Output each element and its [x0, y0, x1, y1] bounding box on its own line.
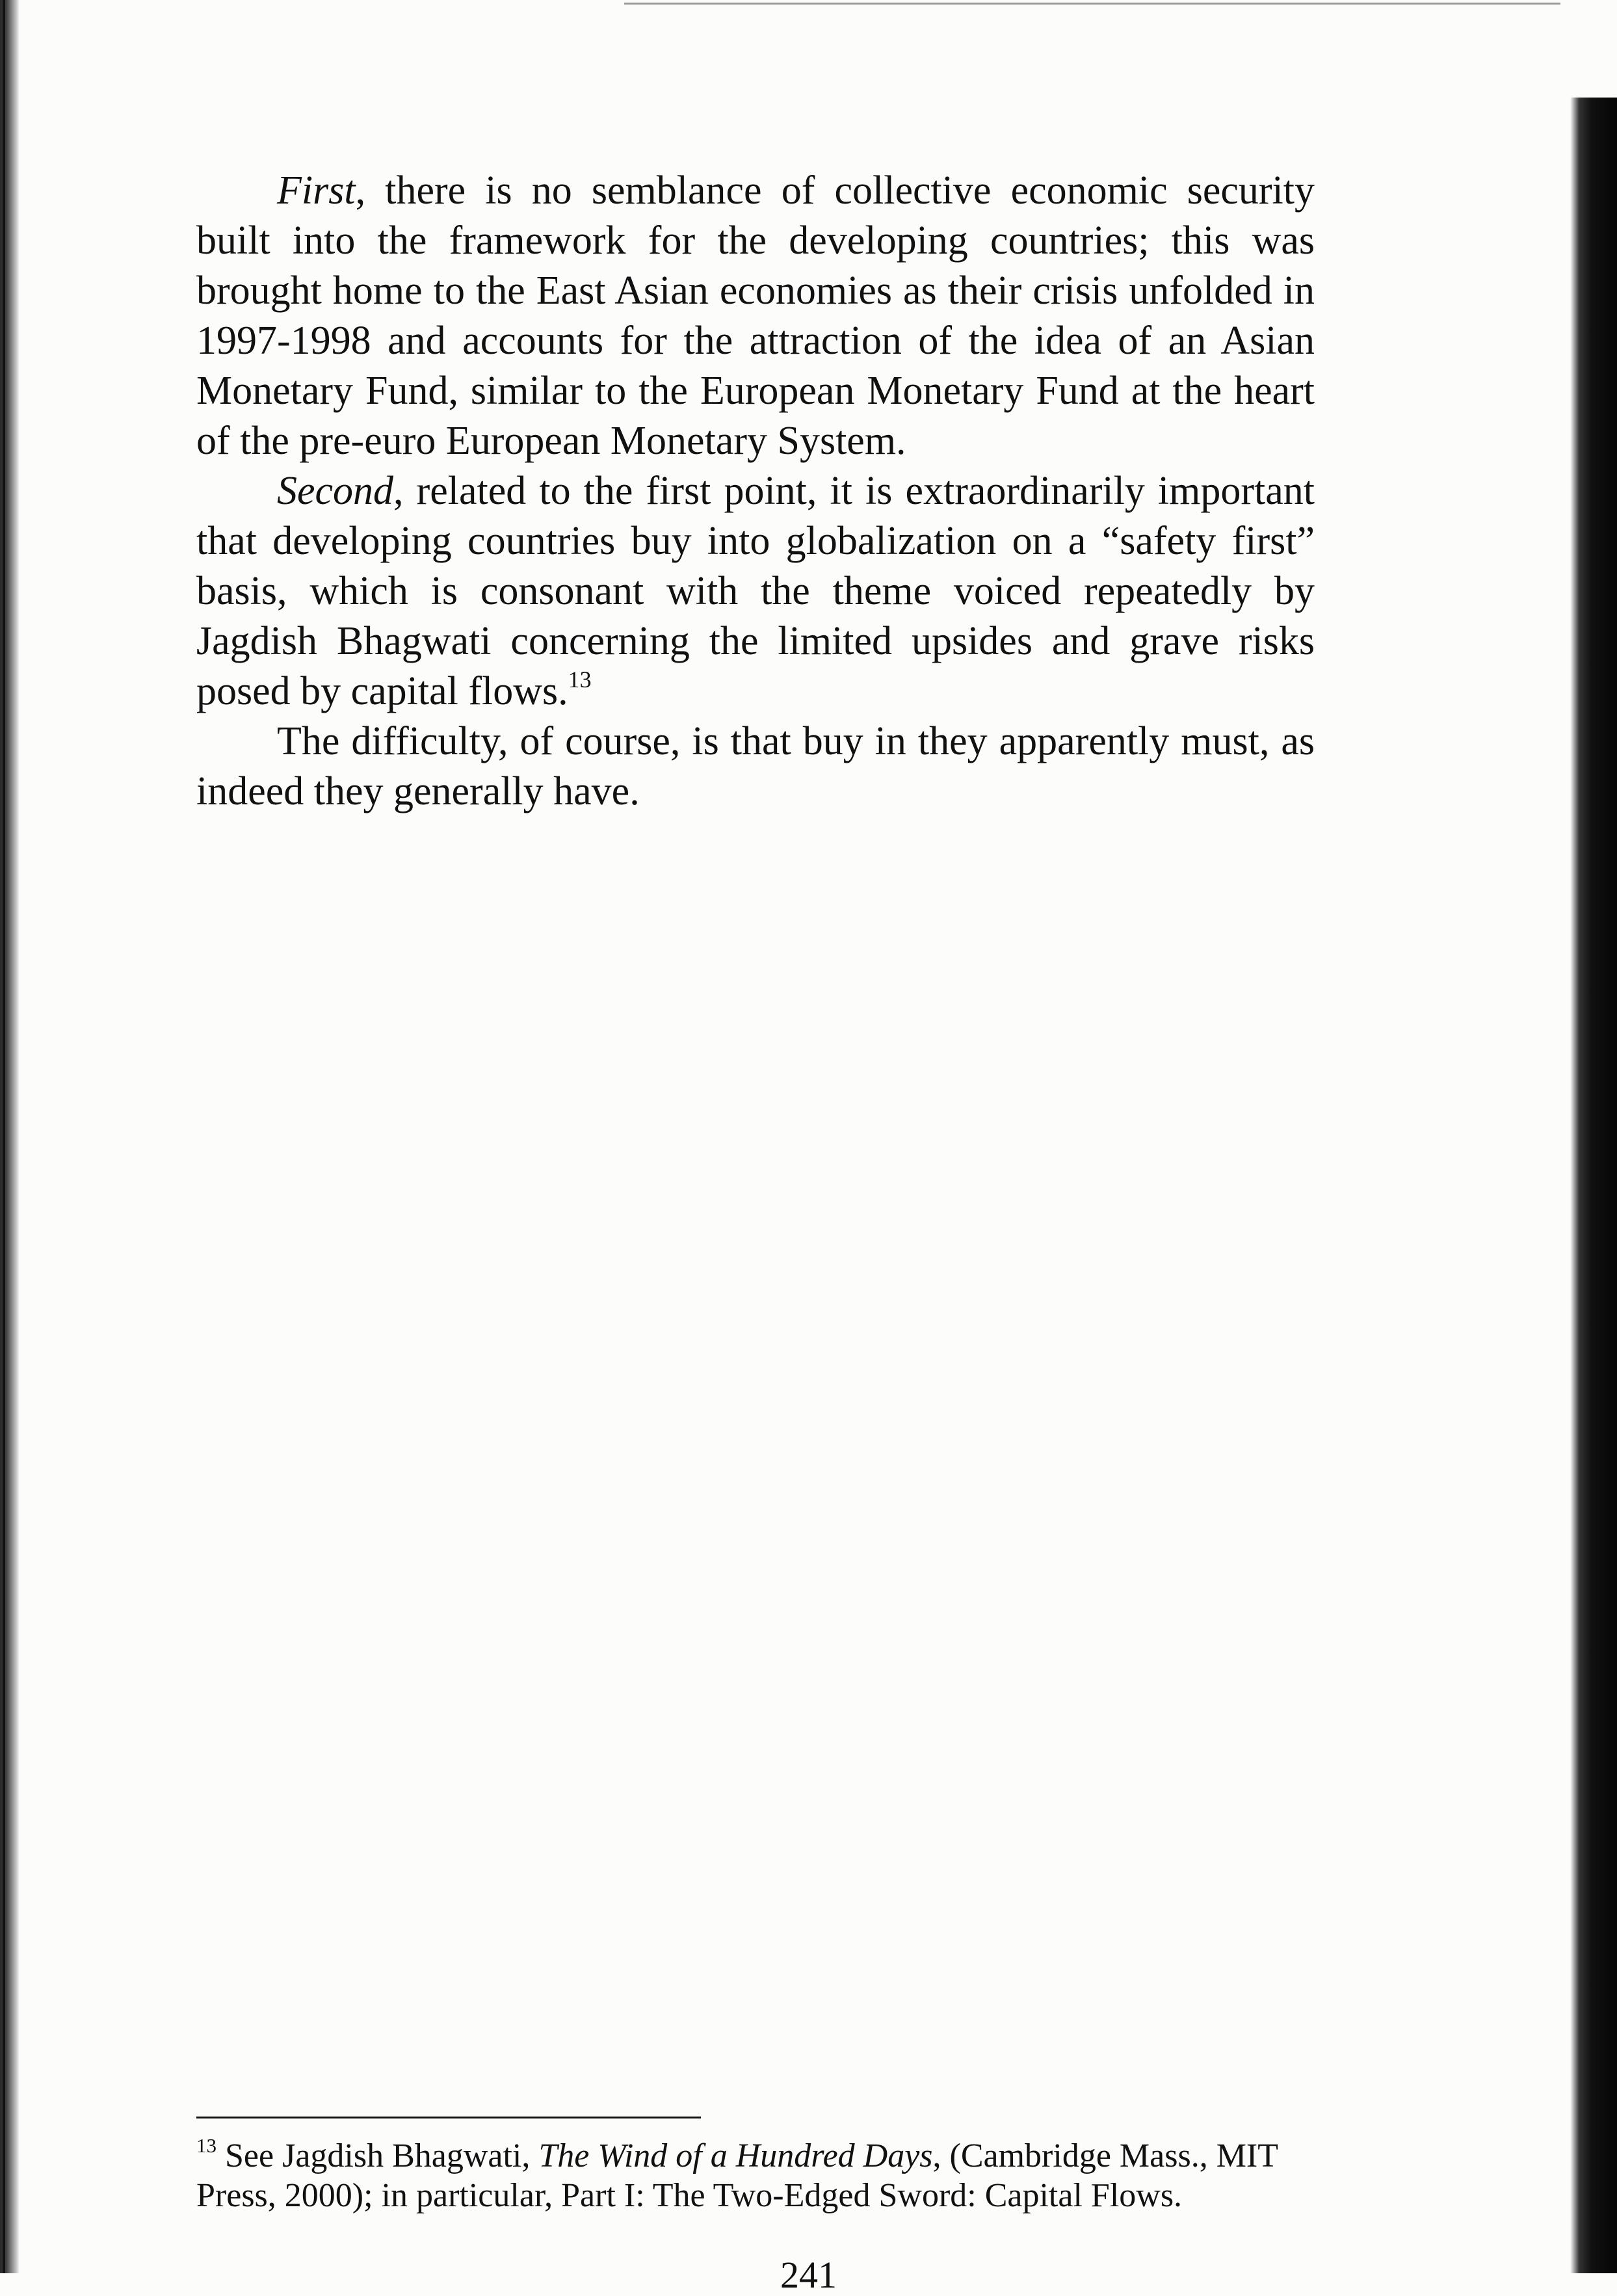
footnote-separator	[196, 2117, 701, 2118]
main-text	[196, 166, 1315, 817]
footnote	[196, 2136, 1315, 2215]
scan-right-edge	[1570, 98, 1617, 2273]
footnote-text-after: , (Cambridge Mass., MIT Press, 2000); in particular, Part I: The Two-Edged Sword: Capital Flows.	[196, 2137, 1278, 2214]
page-number: 241	[780, 2254, 837, 2296]
footnote-reference: 13	[568, 666, 592, 693]
paragraph-text: , related to the first point, it is extraordinarily important that developing countries buy into globalization on a “safety first” basis, which is consonant with the theme voiced repeatedly by Jagdish Bhagwati concerning the limited upsides and grave risks posed by capital flows.	[196, 469, 1315, 713]
scan-left-edge-line	[3, 0, 5, 2273]
scan-top-edge	[624, 3, 1560, 5]
footnote-marker: 13	[196, 2134, 217, 2157]
paragraph-lead: First	[277, 168, 356, 213]
paragraph-third	[196, 717, 1315, 817]
footnote-text-before: See Jagdish Bhagwati,	[217, 2137, 539, 2174]
footnote-book-title: The Wind of a Hundred Days	[538, 2137, 933, 2174]
paragraph-lead: Second	[277, 469, 394, 513]
paragraph-text: The difficulty, of course, is that buy in they apparently must, as indeed they generally have.	[196, 719, 1315, 813]
paragraph-first	[196, 166, 1315, 466]
paragraph-text: , there is no semblance of collective economic security built into the framework for the developing countries; this was brought home to the East Asian economies as their crisis unfolded in 1997-1998 and accounts for the attraction of the idea of an Asian Monetary Fund, similar to the European Monetary Fund at the heart of the pre-euro European Monetary System.	[196, 168, 1315, 463]
paragraph-second	[196, 466, 1315, 717]
